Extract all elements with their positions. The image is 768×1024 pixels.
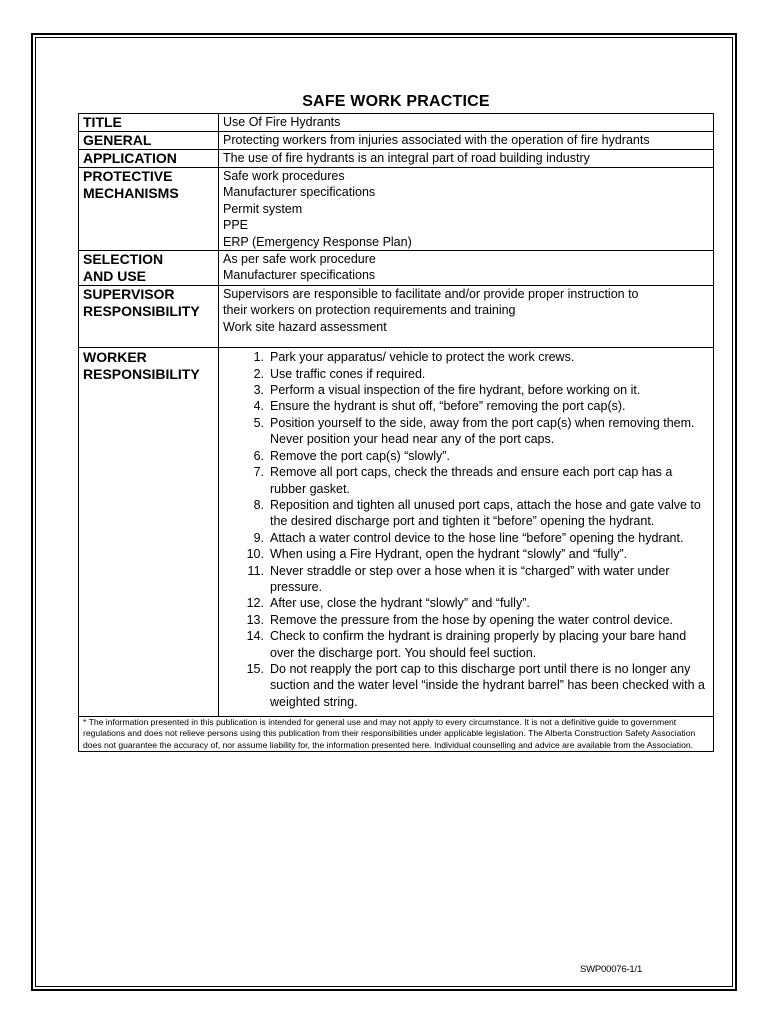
label-line: RESPONSIBILITY xyxy=(83,303,200,320)
step-text: Check to confirm the hydrant is draining properly by placing your bare hand over the discharge port. You should feel suction. xyxy=(270,629,687,660)
disclaimer-footnote: * The information presented in this publication is intended for general use and may not apply to every circumstance. It is not a definitive guide to government regulations and does not relieve persons using this publication from their responsibilities under applicable legislation. The Alberta Construction Safety Association does not guarantee the accuracy of, nor assume liability for, the information presented here. Individual counselling and advice are available from the Association. xyxy=(79,717,714,752)
step-text: Remove the port cap(s) “slowly”. xyxy=(270,448,450,463)
step-text: Park your apparatus/ vehicle to protect the work crews. xyxy=(270,350,575,365)
row-general xyxy=(79,132,714,150)
list-item: As per safe work procedure xyxy=(223,252,376,267)
value-selection-and-use xyxy=(219,251,714,286)
step-number: 6. xyxy=(253,448,264,463)
label-line: AND USE xyxy=(83,268,147,285)
list-item xyxy=(223,415,709,448)
step-text: After use, close the hydrant “slowly” and “fully”. xyxy=(270,596,530,611)
step-number: 5. xyxy=(253,415,264,430)
step-number: 2. xyxy=(253,366,264,381)
list-item xyxy=(223,563,709,596)
label-selection-and-use xyxy=(79,251,219,286)
list-item xyxy=(223,366,709,382)
value-protective-mechanisms xyxy=(219,168,714,251)
worker-steps-list xyxy=(223,349,709,710)
step-number: 12. xyxy=(246,596,264,611)
row-title xyxy=(79,114,714,132)
row-application xyxy=(79,150,714,168)
step-text: Do not reapply the port cap to this discharge port until there is no longer any suction and the water level “inside the hydrant barrel” has been checked with a weighted string. xyxy=(270,661,705,709)
row-supervisor-responsibility xyxy=(79,286,714,348)
step-number: 8. xyxy=(253,497,264,512)
step-text: Reposition and tighten all unused port caps, attach the hose and gate valve to the desired discharge port and tighten it “before” opening the hydrant. xyxy=(270,497,701,529)
value-application: The use of fire hydrants is an integral part of road building industry xyxy=(219,150,714,168)
label-line: WORKER xyxy=(83,349,147,366)
list-item xyxy=(223,530,709,546)
label-line: MECHANISMS xyxy=(83,185,179,201)
value-general: Protecting workers from injuries associated with the operation of fire hydrants xyxy=(219,132,714,150)
value-worker-responsibility xyxy=(219,348,714,717)
step-number: 3. xyxy=(253,383,264,398)
row-protective-mechanisms xyxy=(79,168,714,251)
list-item xyxy=(223,464,709,497)
value-supervisor-responsibility xyxy=(219,286,714,348)
row-selection-and-use xyxy=(79,251,714,286)
step-text: Remove all port caps, check the threads and ensure each port cap has a rubber gasket. xyxy=(270,465,673,496)
list-item xyxy=(223,595,709,611)
step-text: Remove the pressure from the hose by opening the water control device. xyxy=(270,612,673,627)
label-supervisor-responsibility xyxy=(79,286,219,348)
document-title: SAFE WORK PRACTICE xyxy=(302,93,490,110)
step-number: 11. xyxy=(247,563,264,578)
list-item xyxy=(223,398,709,414)
step-text: Attach a water control device to the hose line “before” opening the hydrant. xyxy=(270,530,684,545)
step-text: Never straddle or step over a hose when it is “charged” with water under pressure. xyxy=(270,563,670,594)
list-item xyxy=(223,612,709,628)
list-item xyxy=(223,661,709,710)
list-item xyxy=(223,546,709,562)
text-line: Work site hazard assessment xyxy=(223,319,387,334)
list-item: Manufacturer specifications xyxy=(223,268,376,283)
step-text: Use traffic cones if required. xyxy=(270,366,426,381)
list-item xyxy=(223,497,709,530)
row-footnote xyxy=(79,717,714,752)
list-item xyxy=(223,448,709,464)
step-number: 9. xyxy=(253,530,264,545)
label-line: PROTECTIVE xyxy=(83,168,173,184)
step-number: 14. xyxy=(246,629,264,644)
step-text: When using a Fire Hydrant, open the hydrant “slowly” and “fully”. xyxy=(270,547,628,562)
label-general: GENERAL xyxy=(79,132,219,150)
list-item xyxy=(223,349,709,365)
list-item: Safe work procedures xyxy=(223,169,345,183)
document-code: SWP00076-1/1 xyxy=(580,964,643,975)
list-item: ERP (Emergency Response Plan) xyxy=(223,234,412,249)
step-number: 13. xyxy=(246,612,264,627)
step-number: 1. xyxy=(253,350,264,365)
step-number: 7. xyxy=(253,465,264,480)
step-number: 4. xyxy=(253,399,264,414)
list-item: PPE xyxy=(223,218,249,233)
step-number: 10. xyxy=(246,547,264,562)
label-line: SELECTION xyxy=(83,251,164,268)
step-number: 15. xyxy=(246,661,264,676)
step-text: Ensure the hydrant is shut off, “before” removing the port cap(s). xyxy=(270,399,626,414)
list-item xyxy=(223,628,709,661)
text-line: their workers on protection requirements and training xyxy=(223,303,516,318)
list-item: Manufacturer specifications xyxy=(223,185,376,200)
label-line: SUPERVISOR xyxy=(83,286,175,303)
label-worker-responsibility xyxy=(79,348,219,717)
label-application: APPLICATION xyxy=(79,150,219,168)
safe-work-practice-table xyxy=(78,113,714,752)
label-protective-mechanisms xyxy=(79,168,219,251)
value-title: Use Of Fire Hydrants xyxy=(219,114,714,132)
step-text: Position yourself to the side, away from the port cap(s) when removing them. Never position your head near any of the port caps. xyxy=(270,415,695,447)
row-worker-responsibility xyxy=(79,348,714,717)
label-title: TITLE xyxy=(79,114,219,132)
list-item xyxy=(223,382,709,398)
list-item: Permit system xyxy=(223,201,303,216)
label-line: RESPONSIBILITY xyxy=(83,366,200,383)
step-text: Perform a visual inspection of the fire hydrant, before working on it. xyxy=(270,383,641,398)
text-line: Supervisors are responsible to facilitate and/or provide proper instruction to xyxy=(223,287,639,302)
